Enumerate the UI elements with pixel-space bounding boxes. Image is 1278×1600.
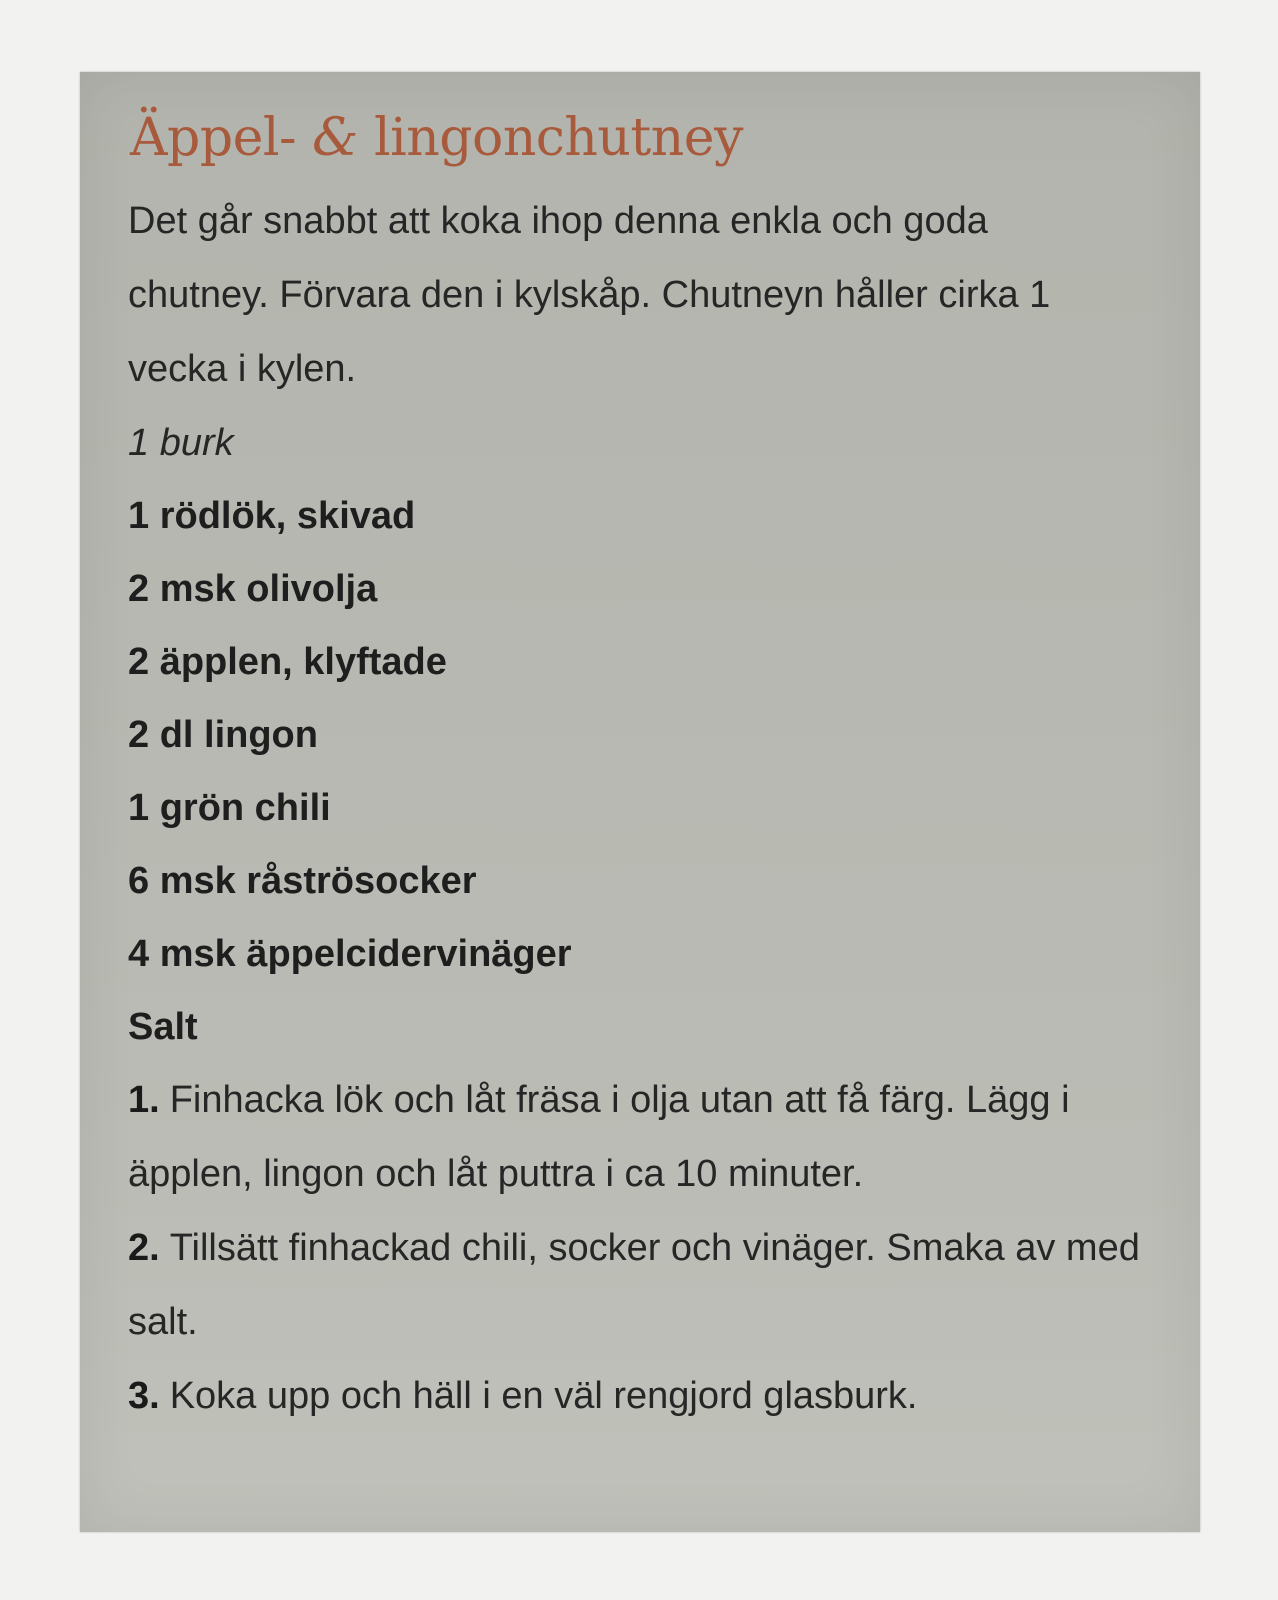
title-part-1: Äppel- [130,108,297,168]
step-list [128,1063,1148,1433]
ingredient-item: 2 msk olivolja [128,568,378,610]
step-item [128,1063,1148,1211]
step-text: Tillsätt finhackad chili, socker och vinäger. Smaka av med salt. [128,1227,1140,1343]
ingredient-item: 2 äpplen, klyftade [128,641,447,683]
ingredient-item: 1 grön chili [128,787,331,829]
ingredient-list [128,480,572,1064]
step-number: 2. [128,1227,160,1269]
title-part-2: lingonchutney [373,108,743,168]
ingredient-item: Salt [128,1006,198,1048]
step-number: 3. [128,1375,160,1417]
recipe-yield: 1 burk [128,422,234,464]
ingredient-item: 2 dl lingon [128,714,318,756]
title-ampersand: & [312,108,358,168]
recipe-clipping [80,72,1200,1532]
ingredient-item: 6 msk råströsocker [128,860,477,902]
step-text: Koka upp och häll i en väl rengjord glasburk. [169,1375,918,1417]
recipe-intro: Det går snabbt att koka ihop denna enkla och goda chutney. Förvara den i kylskåp. Chutneyn håller cirka 1 vecka i kylen. [128,200,1051,390]
ingredient-item: 4 msk äppelcidervinäger [128,933,572,975]
ingredient-item: 1 rödlök, skivad [128,495,416,537]
step-item [128,1359,1148,1433]
step-text: Finhacka lök och låt fräsa i olja utan att få färg. Lägg i äpplen, lingon och låt puttra i ca 10 minuter. [128,1079,1070,1195]
step-number: 1. [128,1079,160,1121]
step-item [128,1211,1148,1359]
recipe-title [130,106,743,170]
